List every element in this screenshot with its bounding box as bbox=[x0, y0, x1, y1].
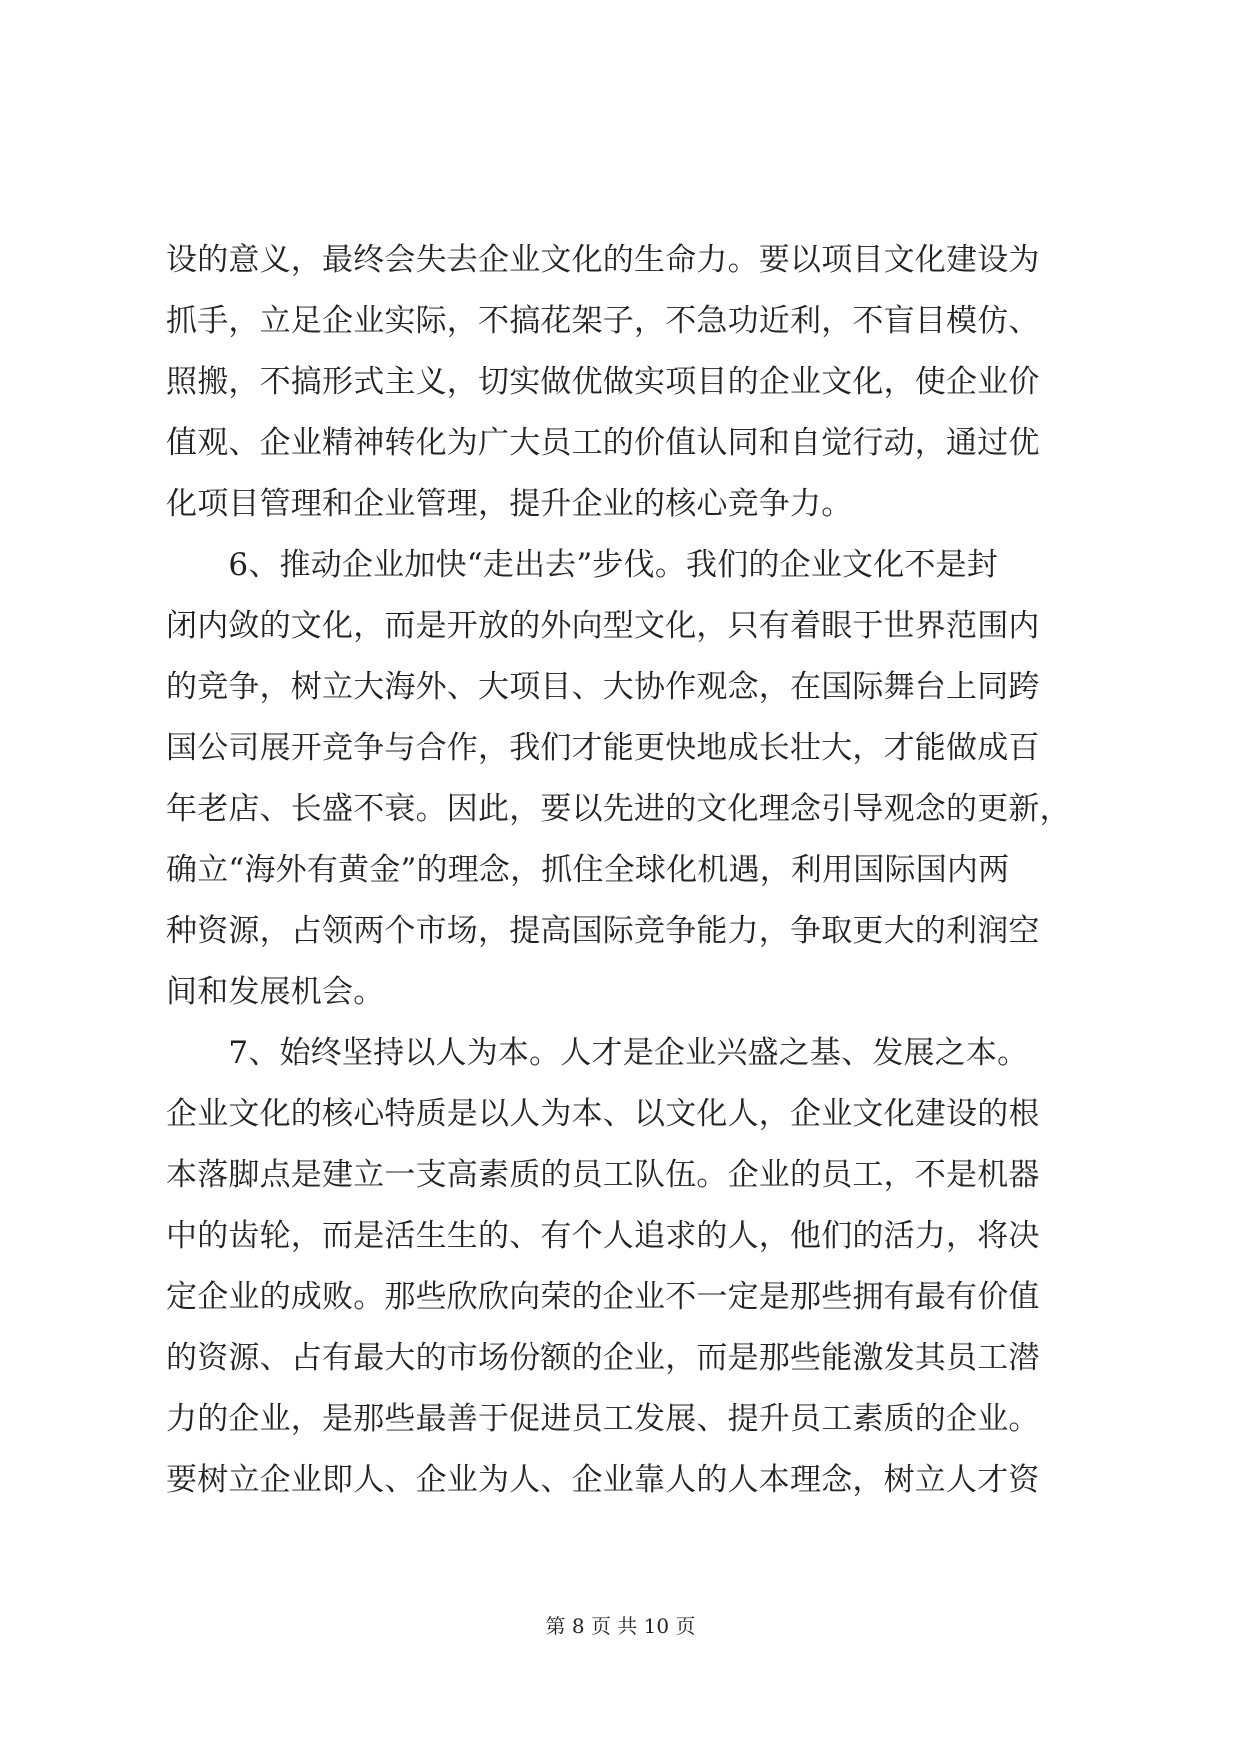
text-line: 中的齿轮，而是活生生的、有个人追求的人，他们的活力，将决 bbox=[166, 1218, 1040, 1254]
paragraph-6-heading-line: 6、推动企业加快“走出去”步伐。我们的企业文化不是封 bbox=[166, 547, 999, 583]
text-line: 种资源，占领两个市场，提高国际竞争能力，争取更大的利润空 bbox=[166, 913, 1040, 949]
text-line: 抓手，立足企业实际，不搞花架子，不急功近利，不盲目模仿、 bbox=[166, 303, 1040, 339]
text-line: 国公司展开竞争与合作，我们才能更快地成长壮大，才能做成百 bbox=[166, 730, 1040, 766]
text-line: 闭内敛的文化，而是开放的外向型文化，只有着眼于世界范围内 bbox=[166, 608, 1040, 644]
text-line: 企业文化的核心特质是以人为本、以文化人，企业文化建设的根 bbox=[166, 1096, 1040, 1132]
text-line: 确立“海外有黄金”的理念，抓住全球化机遇，利用国际国内两 bbox=[166, 852, 1010, 888]
text-line: 间和发展机会。 bbox=[166, 974, 385, 1010]
text-line: 的竞争，树立大海外、大项目、大协作观念，在国际舞台上同跨 bbox=[166, 669, 1040, 705]
text-line: 定企业的成败。那些欣欣向荣的企业不一定是那些拥有最有价值 bbox=[166, 1279, 1040, 1315]
text-line: 力的企业，是那些最善于促进员工发展、提升员工素质的企业。 bbox=[166, 1401, 1040, 1437]
paragraph-7-heading-line: 7、始终坚持以人为本。人才是企业兴盛之基、发展之本。 bbox=[166, 1035, 1029, 1071]
page-number-footer: 第 8 页 共 10 页 bbox=[545, 1614, 696, 1638]
document-body bbox=[166, 230, 1086, 1511]
text-line: 照搬，不搞形式主义，切实做优做实项目的企业文化，使企业价 bbox=[166, 364, 1040, 400]
text-line: 的资源、占有最大的市场份额的企业，而是那些能激发其员工潜 bbox=[166, 1340, 1040, 1376]
text-line: 化项目管理和企业管理，提升企业的核心竞争力。 bbox=[166, 486, 853, 522]
text-line: 值观、企业精神转化为广大员工的价值认同和自觉行动，通过优 bbox=[166, 425, 1040, 461]
text-line: 要树立企业即人、企业为人、企业靠人的人本理念，树立人才资 bbox=[166, 1462, 1040, 1498]
text-line: 本落脚点是建立一支高素质的员工队伍。企业的员工，不是机器 bbox=[166, 1157, 1040, 1193]
text-line: 设的意义，最终会失去企业文化的生命力。要以项目文化建设为 bbox=[166, 242, 1040, 278]
text-line: 年老店、长盛不衰。因此，要以先进的文化理念引导观念的更新， bbox=[166, 791, 1071, 827]
